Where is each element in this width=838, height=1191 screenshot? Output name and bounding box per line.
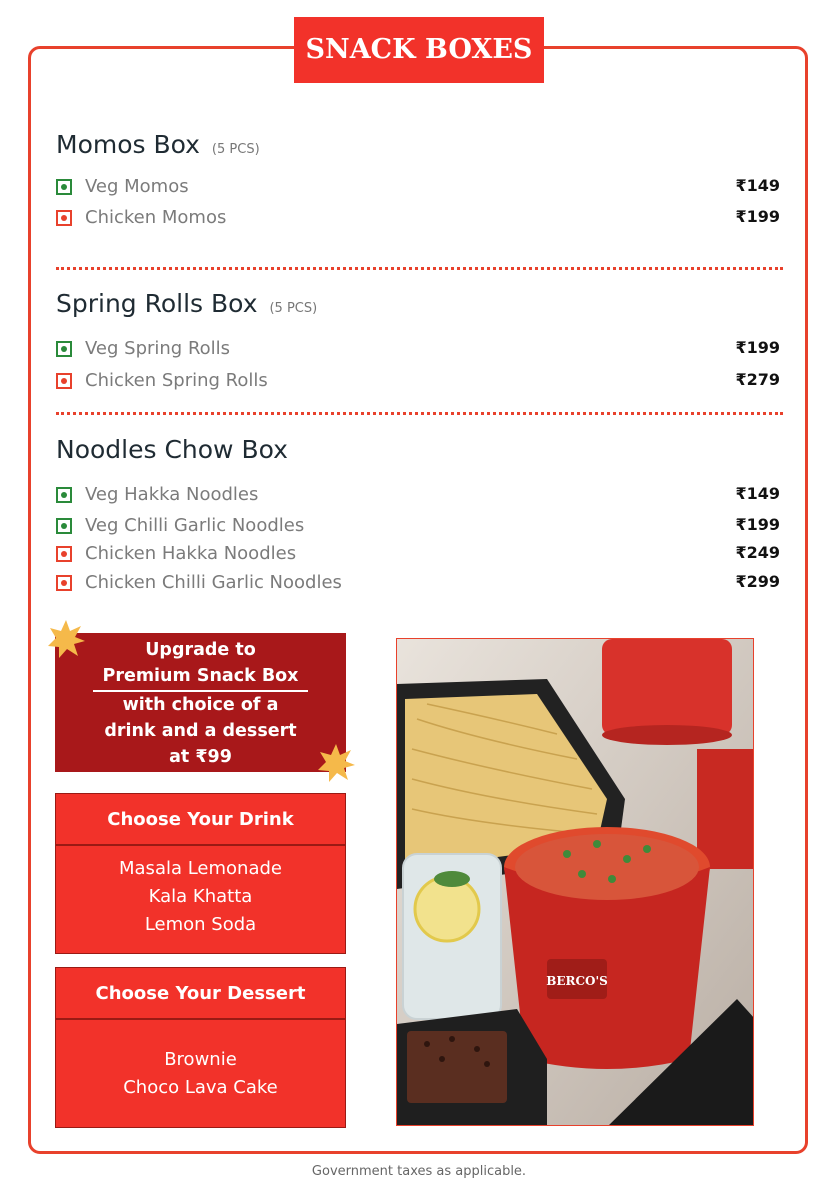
section-pcs: (5 PCS) xyxy=(269,301,318,316)
photo-brand-text: BERCO'S xyxy=(546,974,608,988)
section-name: Spring Rolls Box xyxy=(56,289,258,318)
drink-heading: Choose Your Drink xyxy=(55,793,346,845)
veg-icon xyxy=(56,487,72,503)
dessert-heading: Choose Your Dessert xyxy=(55,967,346,1019)
item-name: Veg Chilli Garlic Noodles xyxy=(85,515,305,536)
upgrade-line: Premium Snack Box xyxy=(93,663,309,692)
veg-icon xyxy=(56,179,72,195)
item-price: ₹249 xyxy=(735,543,780,562)
section-name: Momos Box xyxy=(56,130,200,159)
star-burst-icon xyxy=(46,619,86,659)
dessert-option: Brownie xyxy=(164,1049,237,1070)
nonveg-icon xyxy=(56,575,72,591)
food-illustration xyxy=(397,639,754,1126)
tax-note: Government taxes as applicable. xyxy=(311,1164,527,1179)
veg-icon xyxy=(56,341,72,357)
section-title-momos xyxy=(56,130,260,159)
item-price: ₹199 xyxy=(735,207,780,226)
menu-item xyxy=(56,370,780,398)
item-name: Veg Momos xyxy=(85,176,189,197)
menu-item xyxy=(56,176,780,204)
upgrade-promo xyxy=(55,633,346,772)
nonveg-icon xyxy=(56,210,72,226)
dotted-divider xyxy=(56,267,783,270)
section-title-noodles xyxy=(56,435,288,464)
section-pcs: (5 PCS) xyxy=(211,142,260,157)
dessert-option: Choco Lava Cake xyxy=(123,1077,278,1098)
item-price: ₹279 xyxy=(735,370,780,389)
dessert-options xyxy=(55,1019,346,1128)
item-price: ₹199 xyxy=(735,338,780,357)
drink-options xyxy=(55,845,346,954)
item-name: Chicken Momos xyxy=(85,207,227,228)
menu-item xyxy=(56,515,780,543)
item-name: Veg Hakka Noodles xyxy=(85,484,259,505)
section-title-spring-rolls xyxy=(56,289,317,318)
drink-option: Lemon Soda xyxy=(144,914,257,935)
item-price: ₹199 xyxy=(735,515,780,534)
menu-item xyxy=(56,207,780,235)
nonveg-icon xyxy=(56,373,72,389)
item-price: ₹149 xyxy=(735,176,780,195)
menu-item xyxy=(56,543,780,571)
nonveg-icon xyxy=(56,546,72,562)
item-price: ₹299 xyxy=(735,572,780,591)
page-title: SNACK BOXES xyxy=(294,17,544,83)
section-name: Noodles Chow Box xyxy=(56,435,288,464)
upgrade-line: Upgrade to xyxy=(145,640,256,660)
item-price: ₹149 xyxy=(735,484,780,503)
upgrade-line: at ₹99 xyxy=(169,747,232,767)
menu-item xyxy=(56,338,780,366)
food-photo xyxy=(396,638,754,1126)
upgrade-line: with choice of a xyxy=(122,695,279,715)
item-name: Veg Spring Rolls xyxy=(85,338,231,359)
veg-icon xyxy=(56,518,72,534)
menu-item xyxy=(56,572,780,600)
item-name: Chicken Chilli Garlic Noodles xyxy=(85,572,342,593)
star-burst-icon xyxy=(316,743,356,783)
drink-option: Masala Lemonade xyxy=(119,858,282,879)
menu-item xyxy=(56,484,780,512)
item-name: Chicken Spring Rolls xyxy=(85,370,268,391)
dotted-divider xyxy=(56,412,783,415)
drink-option: Kala Khatta xyxy=(148,886,253,907)
upgrade-line: drink and a dessert xyxy=(104,721,297,741)
item-name: Chicken Hakka Noodles xyxy=(85,543,297,564)
